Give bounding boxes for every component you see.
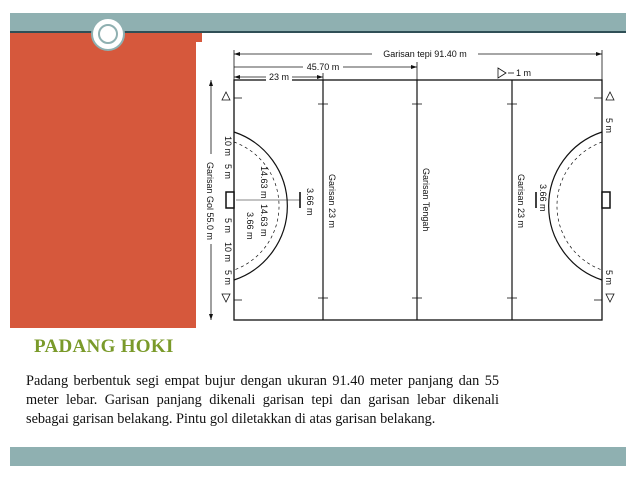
garisan-tengah-label: Garisan Tengah [421, 168, 431, 232]
five-m-edge-label: 5 m [223, 270, 233, 286]
circle-1463-b-label: 14.63 m [259, 204, 269, 237]
hockey-field-diagram [196, 42, 626, 332]
decorative-ring-inner [98, 24, 118, 44]
goal-line-label: Garisan Gol 55.0 m [205, 162, 215, 241]
goal-366-right-label: 3.66 m [538, 184, 548, 212]
five-m-right-label: 5 m [604, 118, 614, 134]
circle-1463-a-label: 14.63 m [259, 166, 269, 199]
decorative-ring-icon [91, 17, 125, 51]
goal-366-b-label: 3.66 m [305, 188, 315, 216]
five-m-right-bottom-label: 5 m [604, 270, 614, 286]
garisan23-left-label: Garisan 23 m [327, 174, 337, 229]
slide-description: Padang berbentuk segi empat bujur dengan ukuran 91.40 meter panjang dan 55 meter lebar. Garisan panjang dikenali garisan tepi dan garisan lebar dikenali sebagai garisan belakang. Pintu gol diletakkan di atas garisan belakang. [26, 373, 499, 427]
left-goal-icon [226, 192, 234, 208]
right-goal-icon [602, 192, 610, 208]
line23-label: 23 m [268, 72, 290, 82]
ten-m-bottom-label: 10 m [223, 242, 233, 263]
red-side-panel [10, 33, 202, 328]
five-m-bottom-label: 5 m [223, 218, 233, 234]
bottom-accent-bar [10, 447, 626, 466]
ten-m-top-label: 10 m [223, 136, 233, 157]
slide-title: PADANG HOKI [34, 336, 174, 357]
one-m-label: 1 m [516, 68, 532, 78]
sideline-label: Garisan tepi 91.40 m [383, 49, 467, 59]
five-m-top-label: 5 m [223, 164, 233, 180]
garisan23-right-label: Garisan 23 m [516, 174, 526, 229]
goal-366-a-label: 3.66 m [245, 212, 255, 240]
half-label: 45.70 m [306, 62, 340, 72]
